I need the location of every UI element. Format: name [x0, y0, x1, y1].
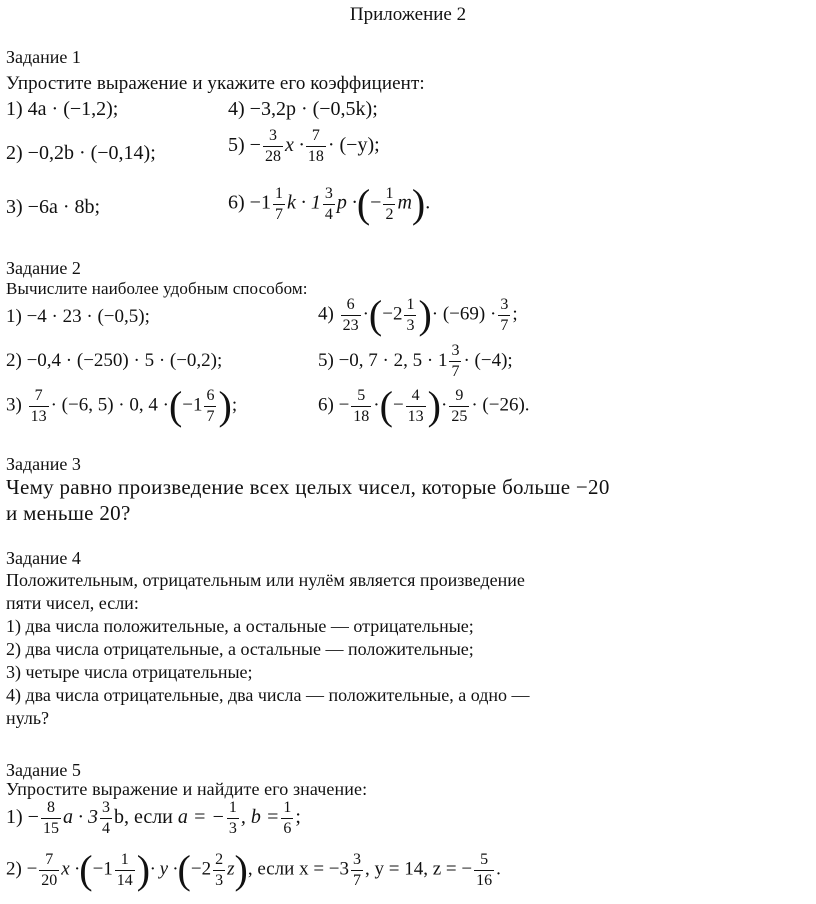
- page-title: Приложение 2: [349, 4, 467, 25]
- task-2-item-2: 2) −0,4 · (−250) · 5 · (−0,2);: [6, 350, 223, 371]
- task-2-item-6: 6) − $\frac{5}{18}$ ·(− $\frac{4}{13}$ )· $\frac{9}{25}$ · (−26).: [318, 383, 530, 428]
- task-5-label: Задание 5: [6, 760, 81, 780]
- task-1-item-1: 1) 4a · (−1,2);: [6, 98, 119, 120]
- task-2-item-5: 5) −0, 7 · 2, 5 · 1 $\frac{3}{7}$ · (−4);: [318, 342, 513, 380]
- task-1-item-5: 5) − $\frac{3}{28}$ x · $\frac{7}{18}$ · (−y);: [228, 127, 380, 165]
- task-3-line-2: и меньше 20?: [6, 501, 131, 525]
- task-5-item-1: 1) − $\frac{8}{15}$ a · 3 $\frac{3}{4}$ b, если a = − $\frac{1}{3}$ , b = $\frac{1}{6}$ ;: [6, 799, 301, 837]
- task-1-instruction: Упростите выражение и укажите его коэффициент:: [6, 73, 425, 94]
- task-4-line-3: 1) два числа положительные, а остальные — отрицательные;: [6, 616, 474, 636]
- task-4-line-5: 3) четыре числа отрицательные;: [6, 662, 253, 682]
- task-4-line-7: нуль?: [6, 708, 50, 728]
- task-4-line-1: Положительным, отрицательным или нулём является произведение: [6, 570, 525, 590]
- task-1-item-3: 3) −6a · 8b;: [6, 196, 101, 218]
- task-3-label: Задание 3: [6, 454, 81, 474]
- task-4-label: Задание 4: [6, 548, 81, 568]
- task-2-item-3: 3) $\frac{7}{13}$ · (−6, 5) · 0, 4 ·(−1 $\frac{6}{7}$ );: [6, 383, 238, 428]
- task-2-item-1: 1) −4 · 23 · (−0,5);: [6, 306, 150, 327]
- task-4-line-4: 2) два числа отрицательные, а остальные — положительные;: [6, 639, 474, 659]
- task-1-item-4: 4) −3,2p · (−0,5k);: [228, 98, 378, 120]
- task-5-instruction: Упростите выражение и найдите его значение:: [6, 779, 368, 799]
- task-1-item-2: 2) −0,2b · (−0,14);: [6, 142, 156, 164]
- task-5-item-2: 2) − $\frac{7}{20}$ x ·(−1 $\frac{1}{14}$ )· y ·(−2 $\frac{2}{3}$ z), если x = −3 $\frac{3}{7}$ , y = 14, z = − $\frac{5}{16}$ .: [6, 847, 501, 892]
- task-1-label: Задание 1: [6, 47, 81, 67]
- task-4-line-6: 4) два числа отрицательные, два числа — положительные, а одно —: [6, 685, 530, 705]
- task-2-label: Задание 2: [6, 258, 81, 278]
- task-2-item-4: 4) $\frac{6}{23}$ ·(−2 $\frac{1}{3}$ )· (−69) · $\frac{3}{7}$ ;: [318, 292, 518, 337]
- task-3-line-1: Чему равно произведение всех целых чисел, которые больше −20: [6, 475, 610, 499]
- task-2-instruction: Вычислите наиболее удобным способом:: [6, 279, 308, 298]
- task-1-item-6: 6) −1 $\frac{1}{7}$ k · 1 $\frac{3}{4}$ p ·(− $\frac{1}{2}$ m).: [228, 181, 431, 226]
- task-4-line-2: пяти чисел, если:: [6, 593, 139, 613]
